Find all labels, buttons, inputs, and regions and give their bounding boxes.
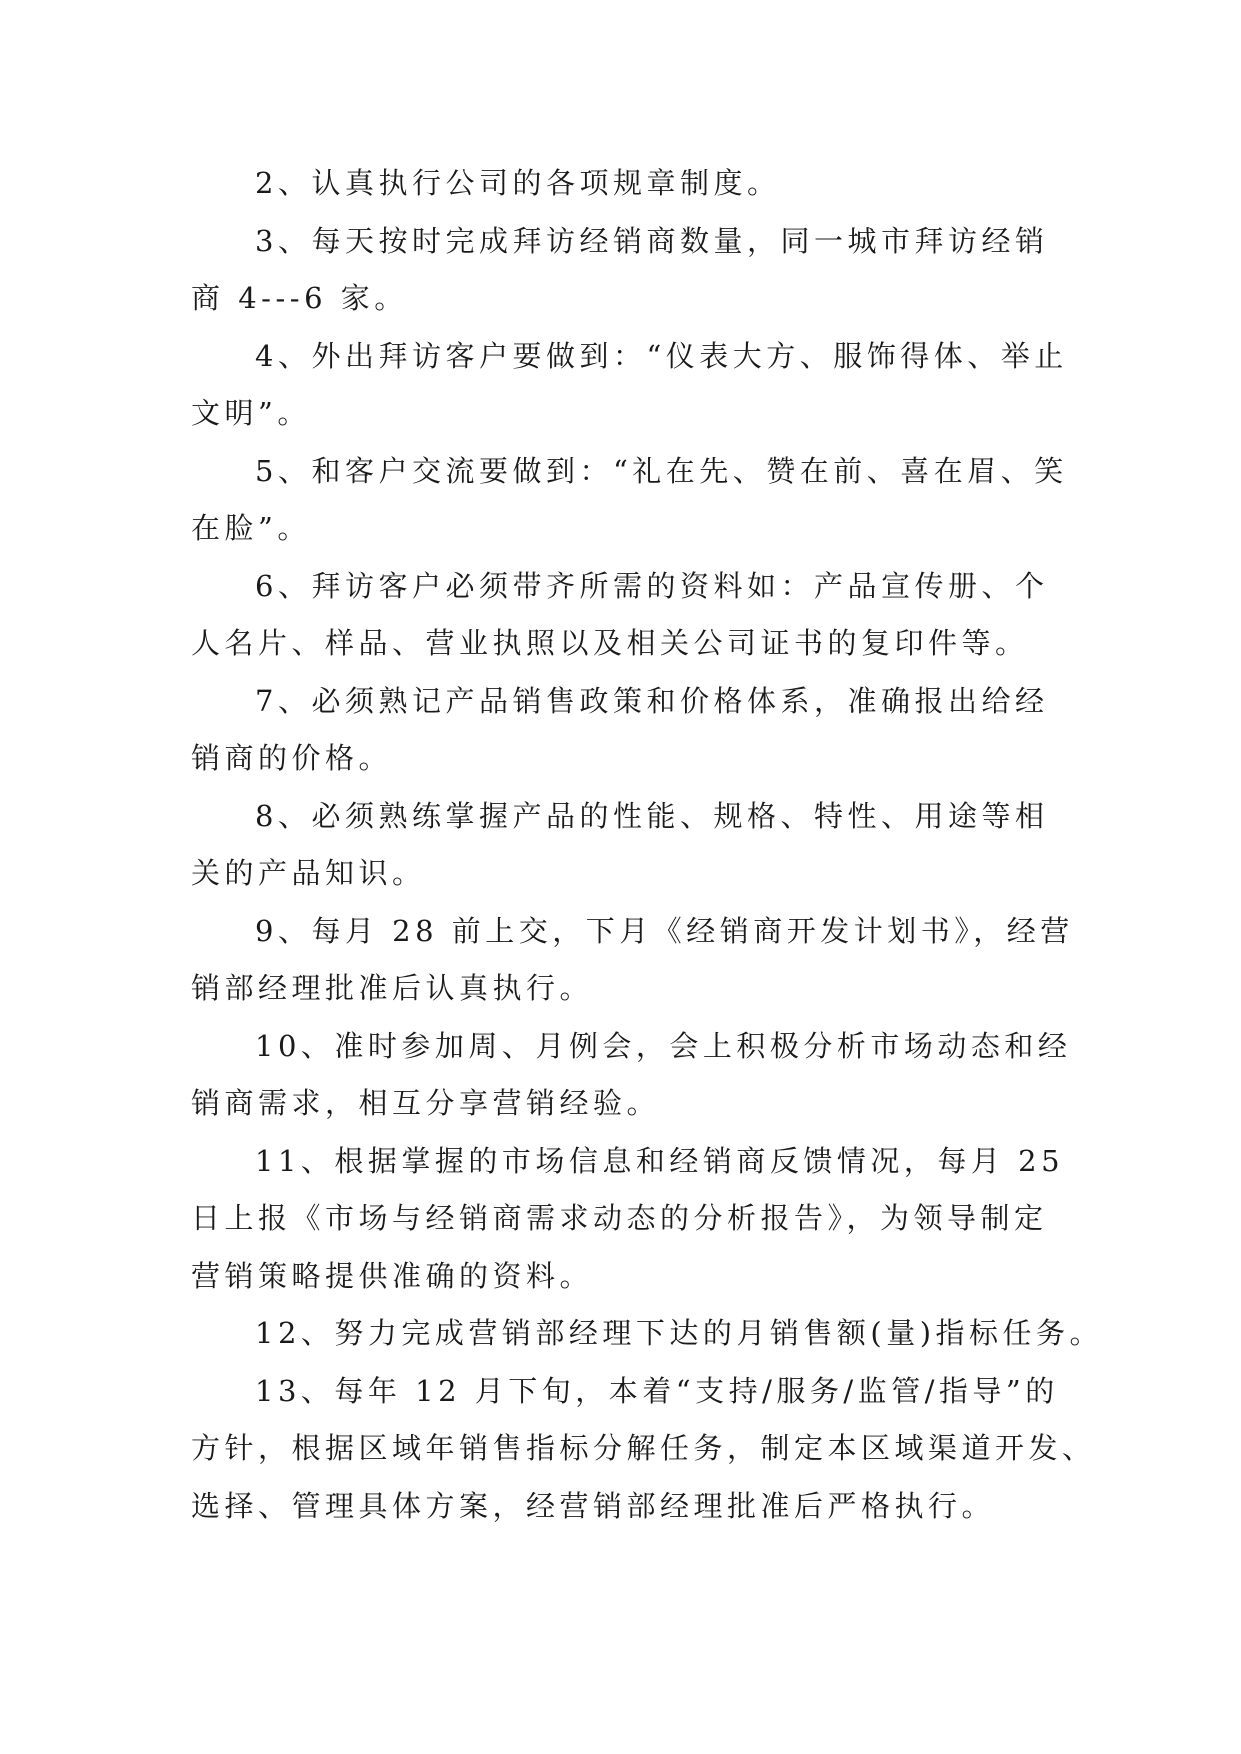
paragraph-line: 13、每年 12 月下旬，本着“支持/服务/监管/指导”的 bbox=[255, 1373, 1059, 1408]
paragraph-line: 12、努力完成营销部经理下达的月销售额(量)指标任务。 bbox=[255, 1316, 1104, 1350]
document-body bbox=[191, 155, 1104, 1535]
paragraph-9 bbox=[191, 903, 1074, 1018]
paragraph-line: 销商的价格。 bbox=[191, 741, 393, 775]
paragraph-line: 4、外出拜访客户要做到：“仪表大方、服饰得体、举止 bbox=[255, 338, 1068, 373]
paragraph-line: 文明”。 bbox=[191, 396, 311, 430]
paragraph-line: 销部经理批准后认真执行。 bbox=[191, 971, 594, 1005]
paragraph-3 bbox=[191, 213, 1051, 328]
paragraph-line: 6、拜访客户必须带齐所需的资料如：产品宣传册、个 bbox=[255, 568, 1049, 603]
paragraph-line: 10、准时参加周、月例会，会上积极分析市场动态和经 bbox=[255, 1028, 1072, 1063]
paragraph-12 bbox=[191, 1305, 1104, 1363]
paragraph-line: 日上报《市场与经销商需求动态的分析报告》，为领导制定 bbox=[191, 1201, 1048, 1235]
paragraph-line: 5、和客户交流要做到：“礼在先、赞在前、喜在眉、笑 bbox=[255, 453, 1068, 488]
paragraph-11 bbox=[191, 1133, 1065, 1306]
paragraph-line: 营销策略提供准确的资料。 bbox=[191, 1258, 594, 1293]
paragraph-line: 8、必须熟练掌握产品的性能、规格、特性、用途等相 bbox=[255, 798, 1049, 833]
paragraph-line: 人名片、样品、营业执照以及相关公司证书的复印件等。 bbox=[191, 626, 1029, 660]
paragraph-6 bbox=[191, 558, 1051, 673]
paragraph-8 bbox=[191, 788, 1051, 903]
paragraph-line: 选择、管理具体方案，经营销部经理批准后严格执行。 bbox=[191, 1488, 996, 1523]
paragraph-13 bbox=[191, 1363, 1096, 1536]
paragraph-line: 关的产品知识。 bbox=[191, 856, 426, 890]
paragraph-line: 2、认真执行公司的各项规章制度。 bbox=[255, 166, 781, 200]
paragraph-line: 11、根据掌握的市场信息和经销商反馈情况，每月 25 bbox=[255, 1143, 1065, 1178]
paragraph-7 bbox=[191, 673, 1051, 788]
paragraph-line: 方针，根据区域年销售指标分解任务，制定本区域渠道开发、 bbox=[191, 1431, 1096, 1465]
paragraph-line: 商 4---6 家。 bbox=[191, 281, 408, 315]
paragraph-line: 9、每月 28 前上交，下月《经销商开发计划书》，经营 bbox=[255, 913, 1074, 948]
paragraph-2 bbox=[191, 155, 1051, 213]
paragraph-5 bbox=[191, 443, 1068, 558]
paragraph-line: 销商需求，相互分享营销经验。 bbox=[191, 1086, 661, 1120]
paragraph-line: 7、必须熟记产品销售政策和价格体系，准确报出给经 bbox=[255, 683, 1049, 718]
paragraph-10 bbox=[191, 1018, 1072, 1133]
paragraph-line: 3、每天按时完成拜访经销商数量，同一城市拜访经销 bbox=[255, 223, 1049, 258]
paragraph-4 bbox=[191, 328, 1068, 443]
paragraph-line: 在脸”。 bbox=[191, 511, 311, 545]
